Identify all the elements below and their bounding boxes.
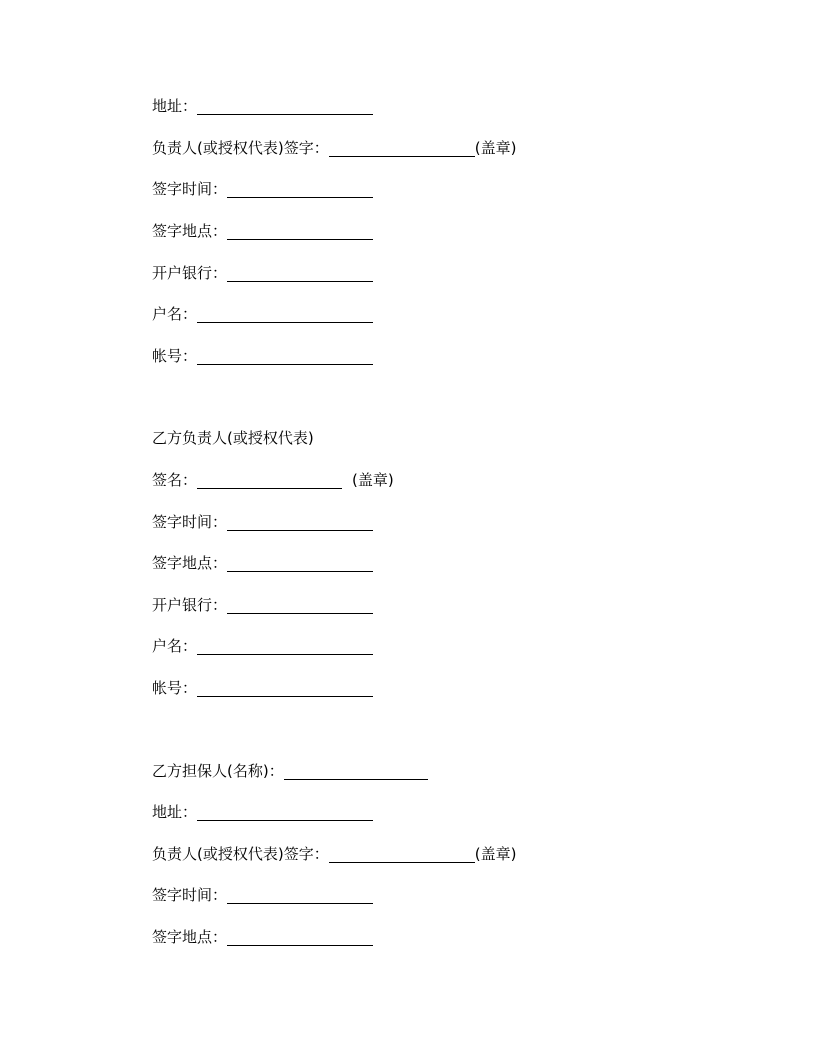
sign-time-label: 签字时间： [152, 886, 228, 904]
guarantor-signatory-line [152, 842, 516, 866]
party-a-signatory-line [152, 136, 516, 160]
account-name-label: 户名： [152, 637, 198, 655]
sign-place-blank-field[interactable] [227, 221, 373, 240]
sign-time-blank-field[interactable] [227, 512, 373, 531]
sign-time-label: 签字时间： [152, 180, 228, 198]
account-name-label: 户名： [152, 305, 198, 323]
sign-place-blank-field[interactable] [227, 927, 373, 946]
guarantor-name-line [152, 759, 428, 783]
seal-suffix: (盖章) [352, 471, 394, 489]
account-name-blank-field[interactable] [197, 636, 373, 655]
address-label: 地址： [152, 97, 198, 115]
signature-label: 签名： [152, 471, 198, 489]
signatory-blank-field[interactable] [329, 138, 475, 157]
signatory-blank-field[interactable] [329, 844, 475, 863]
sign-place-label: 签字地点： [152, 554, 228, 572]
account-no-label: 帐号： [152, 679, 198, 697]
sign-time-label: 签字时间： [152, 513, 228, 531]
address-blank-field[interactable] [197, 96, 373, 115]
party-a-address-line [152, 94, 373, 118]
address-label: 地址： [152, 803, 198, 821]
account-no-label: 帐号： [152, 347, 198, 365]
party-b-sign-place-line [152, 551, 373, 575]
sign-place-label: 签字地点： [152, 222, 228, 240]
account-no-blank-field[interactable] [197, 346, 373, 365]
sign-time-blank-field[interactable] [227, 885, 373, 904]
party-b-account-name-line [152, 634, 373, 658]
bank-label: 开户银行： [152, 264, 228, 282]
seal-suffix: (盖章) [474, 845, 517, 863]
party-a-account-no-line [152, 344, 373, 368]
bank-blank-field[interactable] [227, 263, 373, 282]
guarantor-name-label: 乙方担保人(名称)： [152, 762, 284, 780]
bank-blank-field[interactable] [227, 595, 373, 614]
guarantor-address-line [152, 800, 373, 824]
account-no-blank-field[interactable] [197, 678, 373, 697]
party-a-sign-place-line [152, 219, 373, 243]
bank-label: 开户银行： [152, 596, 228, 614]
guarantor-name-blank-field[interactable] [284, 761, 428, 780]
party-b-bank-line [152, 593, 373, 617]
party-b-heading: 乙方负责人(或授权代表) [152, 429, 314, 447]
party-a-bank-line [152, 261, 373, 285]
guarantor-sign-place-line [152, 925, 373, 949]
sign-time-blank-field[interactable] [227, 179, 373, 198]
party-b-account-no-line [152, 676, 373, 700]
party-a-sign-time-line [152, 177, 373, 201]
signatory-label: 负责人(或授权代表)签字： [152, 139, 329, 157]
party-b-signature-line [152, 468, 394, 492]
sign-place-label: 签字地点： [152, 928, 228, 946]
party-a-account-name-line [152, 302, 373, 326]
party-b-sign-time-line [152, 510, 373, 534]
signatory-label: 负责人(或授权代表)签字： [152, 845, 329, 863]
address-blank-field[interactable] [197, 802, 373, 821]
signature-blank-field[interactable] [197, 470, 342, 489]
sign-place-blank-field[interactable] [227, 553, 373, 572]
seal-suffix: (盖章) [474, 139, 517, 157]
guarantor-sign-time-line [152, 883, 373, 907]
account-name-blank-field[interactable] [197, 304, 373, 323]
party-b-heading-line [152, 426, 314, 450]
